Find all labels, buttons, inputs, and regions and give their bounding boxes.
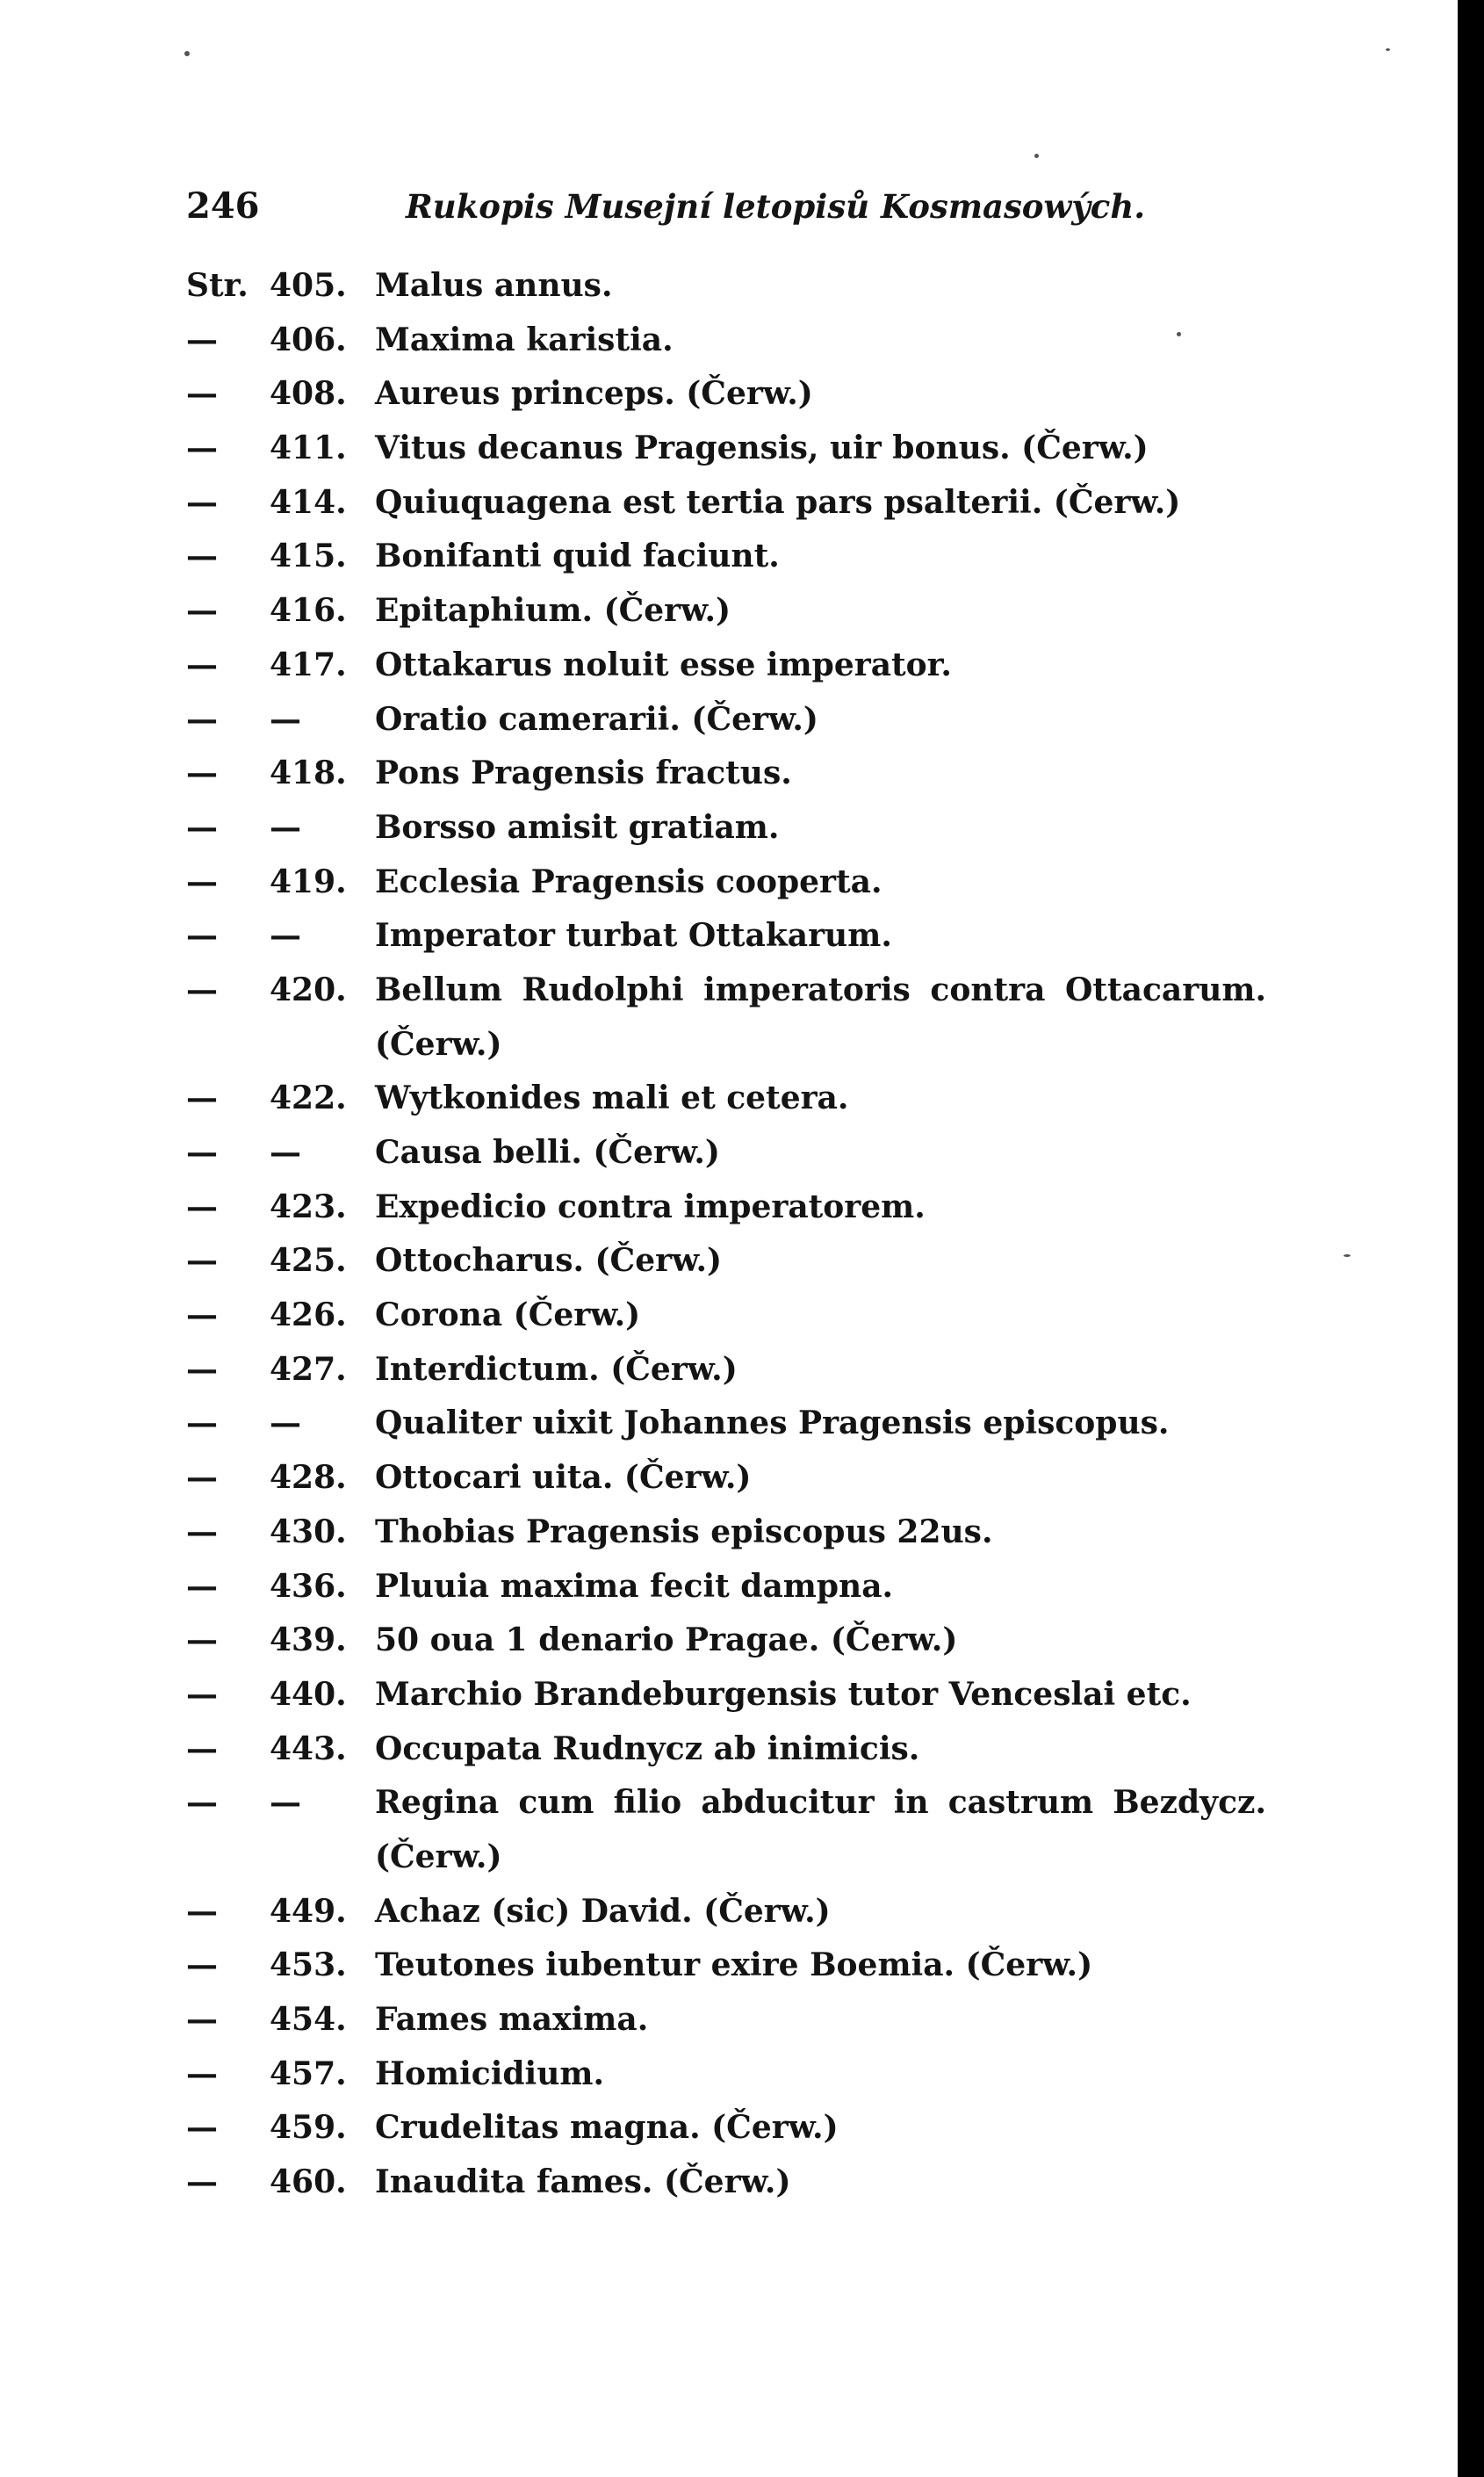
- entry-prefix: —: [186, 2163, 218, 2201]
- entry-number: 406.: [270, 321, 347, 358]
- page-header: [186, 180, 1146, 233]
- list-item: [186, 584, 1301, 639]
- entry-number: 427.: [270, 1350, 347, 1388]
- entry-number: —: [270, 1405, 301, 1442]
- entry-text: Quiuquagena est tertia pars psalterii. (Čerw.): [375, 483, 1181, 521]
- entry-text: Thobias Pragensis episcopus 22us.: [375, 1513, 993, 1550]
- entry-prefix: —: [186, 1296, 218, 1334]
- list-item: [186, 747, 1301, 801]
- entry-prefix: —: [186, 971, 218, 1008]
- list-item: [186, 2156, 1301, 2210]
- entry-prefix: —: [186, 1513, 218, 1550]
- entry-text: Pluuia maxima fecit dampna.: [375, 1567, 894, 1605]
- list-item: [186, 1776, 1301, 1884]
- entry-text: Ottakarus noluit esse imperator.: [375, 646, 952, 683]
- entry-number: 415.: [270, 538, 347, 575]
- scan-speck: [1034, 154, 1039, 158]
- list-item: [186, 856, 1301, 910]
- entry-number: 422.: [270, 1080, 347, 1117]
- list-item: [186, 1506, 1301, 1560]
- entry-number: —: [270, 700, 301, 738]
- entry-prefix: —: [186, 646, 218, 683]
- list-item: [186, 1668, 1301, 1722]
- entry-prefix: —: [186, 1080, 218, 1117]
- entry-number: 440.: [270, 1675, 347, 1713]
- list-item: [186, 1614, 1301, 1668]
- entry-text: Imperator turbat Ottakarum.: [375, 917, 892, 955]
- entry-prefix: —: [186, 321, 218, 358]
- entry-text: 50 oua 1 denario Pragae. (Čerw.): [375, 1621, 958, 1659]
- list-item: [186, 2047, 1301, 2102]
- entry-prefix: —: [186, 863, 218, 900]
- entry-text: Crudelitas magna. (Čerw.): [375, 2109, 839, 2147]
- list-item: [186, 1560, 1301, 1614]
- entry-prefix: —: [186, 808, 218, 846]
- entry-list: [186, 259, 1301, 2210]
- scan-speck: [1386, 48, 1390, 51]
- entry-number: 436.: [270, 1567, 347, 1605]
- entry-text: Bonifanti quid faciunt.: [375, 538, 780, 575]
- entry-text: Marchio Brandeburgensis tutor Venceslai etc.: [375, 1675, 1192, 1713]
- entry-number: 457.: [270, 2055, 347, 2092]
- entry-number: 430.: [270, 1513, 347, 1550]
- entry-prefix: —: [186, 538, 218, 575]
- entry-text: Interdictum. (Čerw.): [375, 1350, 738, 1388]
- entry-text: Wytkonides mali et cetera.: [375, 1080, 849, 1117]
- entry-number: —: [270, 917, 301, 955]
- list-item: [186, 1397, 1301, 1451]
- entry-text: Borsso amisit gratiam.: [375, 808, 780, 846]
- entry-prefix: —: [186, 483, 218, 521]
- entry-prefix: —: [186, 1242, 218, 1280]
- entry-text: Ottocharus. (Čerw.): [375, 1242, 723, 1280]
- entry-prefix: —: [186, 1350, 218, 1388]
- list-item: [186, 1126, 1301, 1181]
- entry-prefix: —: [186, 2109, 218, 2147]
- entry-text: Causa belli. (Čerw.): [375, 1134, 720, 1172]
- running-title: Rukopis Musejní letopisů Kosmasowých.: [406, 187, 1146, 226]
- entry-prefix: —: [186, 1946, 218, 1984]
- list-item: [186, 1072, 1301, 1126]
- entry-number: 411.: [270, 430, 347, 467]
- entry-prefix: —: [186, 1134, 218, 1172]
- entry-number: 439.: [270, 1621, 347, 1659]
- entry-prefix: —: [186, 1784, 218, 1822]
- entry-prefix: —: [186, 430, 218, 467]
- entry-number: —: [270, 808, 301, 846]
- entry-prefix: —: [186, 592, 218, 630]
- entry-prefix: —: [186, 755, 218, 792]
- entry-text: Maxima karistia.: [375, 321, 674, 358]
- entry-number: 416.: [270, 592, 347, 630]
- entry-number: 423.: [270, 1188, 347, 1225]
- entry-text: Ottocari uita. (Čerw.): [375, 1459, 752, 1497]
- entry-prefix: —: [186, 1188, 218, 1225]
- entry-number: 443.: [270, 1730, 347, 1767]
- list-item: [186, 1885, 1301, 1939]
- list-item: [186, 1289, 1301, 1343]
- entry-number: 420.: [270, 971, 347, 1008]
- list-item: [186, 1939, 1301, 1993]
- page-number: 246: [186, 185, 260, 227]
- entry-text: Teutones iubentur exire Boemia. (Čerw.): [375, 1946, 1093, 1984]
- entry-prefix: —: [186, 2055, 218, 2092]
- list-item: [186, 1722, 1301, 1777]
- list-item: [186, 909, 1301, 964]
- entry-text: Malus annus.: [375, 267, 613, 304]
- entry-text: Fames maxima.: [375, 2001, 649, 2039]
- entry-prefix: —: [186, 1621, 218, 1659]
- list-item: [186, 639, 1301, 693]
- list-item: [186, 1343, 1301, 1397]
- entry-text: Inaudita fames. (Čerw.): [375, 2163, 791, 2201]
- list-item: [186, 530, 1301, 584]
- entry-prefix: —: [186, 2001, 218, 2039]
- entry-prefix: —: [186, 1675, 218, 1713]
- entry-number: —: [270, 1134, 301, 1172]
- entry-prefix: —: [186, 1730, 218, 1767]
- list-item: [186, 801, 1301, 856]
- entry-text: Aureus princeps. (Čerw.): [375, 375, 813, 413]
- entry-number: 408.: [270, 375, 347, 413]
- entry-number: 449.: [270, 1892, 347, 1930]
- entry-prefix: —: [186, 1405, 218, 1442]
- entry-text: Bellum Rudolphi imperatoris contra Ottacarum. (Čerw.): [375, 971, 1266, 1063]
- list-item: [186, 1181, 1301, 1235]
- scan-speck: [1344, 1254, 1351, 1257]
- list-item: [186, 1451, 1301, 1506]
- entry-text: Oratio camerarii. (Čerw.): [375, 700, 818, 738]
- list-item: [186, 367, 1301, 422]
- scan-edge: [1458, 0, 1484, 2477]
- entry-text: Expedicio contra imperatorem.: [375, 1188, 926, 1225]
- entry-number: 460.: [270, 2163, 347, 2201]
- entry-text: Homicidium.: [375, 2055, 605, 2092]
- entry-text: Corona (Čerw.): [375, 1296, 641, 1334]
- entry-prefix: Str.: [186, 267, 249, 304]
- list-item: [186, 964, 1301, 1072]
- entry-prefix: —: [186, 917, 218, 955]
- entry-number: 459.: [270, 2109, 347, 2147]
- entry-text: Occupata Rudnycz ab inimicis.: [375, 1730, 920, 1767]
- entry-number: —: [270, 1784, 301, 1822]
- list-item: [186, 259, 1301, 314]
- entry-prefix: —: [186, 1459, 218, 1497]
- entry-prefix: —: [186, 1892, 218, 1930]
- entry-prefix: —: [186, 1567, 218, 1605]
- entry-text: Qualiter uixit Johannes Pragensis episcopus.: [375, 1405, 1170, 1442]
- list-item: [186, 1234, 1301, 1289]
- list-item: [186, 314, 1301, 368]
- entry-text: Regina cum filio abducitur in castrum Bezdycz. (Čerw.): [375, 1784, 1266, 1875]
- entry-number: 426.: [270, 1296, 347, 1334]
- list-item: [186, 422, 1301, 476]
- entry-number: 417.: [270, 646, 347, 683]
- entry-number: 428.: [270, 1459, 347, 1497]
- entry-text: Vitus decanus Pragensis, uir bonus. (Čerw.): [375, 430, 1149, 467]
- entry-number: 454.: [270, 2001, 347, 2039]
- scan-speck: [184, 51, 190, 56]
- list-item: [186, 1993, 1301, 2047]
- entry-number: 414.: [270, 483, 347, 521]
- entry-number: 418.: [270, 755, 347, 792]
- entry-number: 425.: [270, 1242, 347, 1280]
- entry-text: Epitaphium. (Čerw.): [375, 592, 731, 630]
- entry-number: 453.: [270, 1946, 347, 1984]
- entry-text: Ecclesia Pragensis cooperta.: [375, 863, 882, 900]
- entry-text: Pons Pragensis fractus.: [375, 755, 792, 792]
- list-item: [186, 693, 1301, 747]
- entry-number: 419.: [270, 863, 347, 900]
- entry-number: 405.: [270, 267, 347, 304]
- entry-prefix: —: [186, 700, 218, 738]
- list-item: [186, 476, 1301, 531]
- entry-text: Achaz (sic) David. (Čerw.): [375, 1892, 831, 1930]
- list-item: [186, 2101, 1301, 2156]
- entry-prefix: —: [186, 375, 218, 413]
